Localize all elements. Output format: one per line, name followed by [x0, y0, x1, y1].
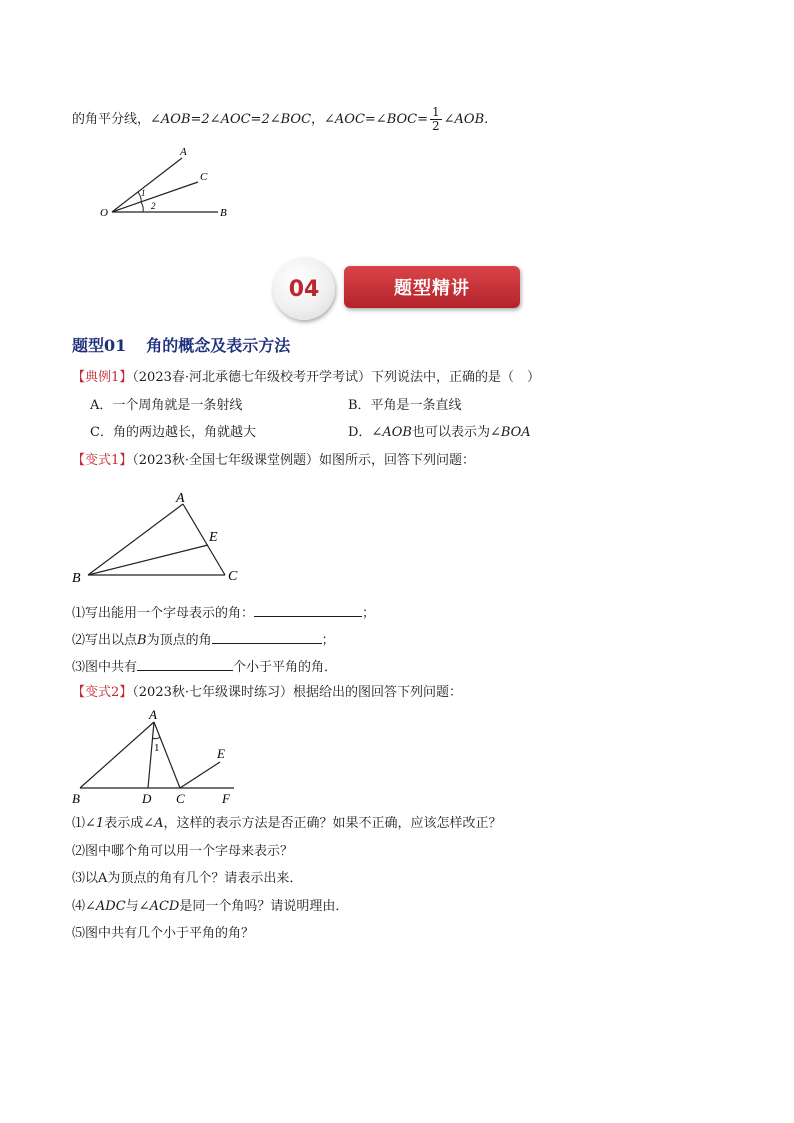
figure-triangle-abc [66, 486, 256, 586]
frac-numerator: 1 [432, 105, 440, 119]
v2-q1-m2: ∠A [143, 816, 164, 831]
segment-be [88, 545, 208, 575]
label-o: O [100, 207, 108, 219]
banner-title: 题型精讲 [394, 278, 470, 299]
label-angle-1: 1 [141, 188, 146, 198]
example1-source: （2023春·河北承德七年级校考开学考试）下列说法中，正确的是（ ） [132, 370, 540, 385]
v2-q4-post: 是同一个角吗？请说明理由． [179, 899, 349, 914]
banner-number: 04 [288, 276, 320, 302]
arc-angle-2 [141, 202, 143, 212]
v2-q1-pre: ⑴ [72, 816, 86, 831]
variant1-q2 [72, 631, 335, 650]
v1-q1-end: ； [362, 606, 376, 621]
option-d-prefix: D． [348, 425, 372, 440]
label-c: C [200, 171, 208, 183]
v2-q1-post: ，这样的表示方法是否正确？如果不正确，应该怎样改正？ [163, 816, 502, 831]
intro-equals: = [417, 112, 429, 127]
v2-q4-m2: ∠ACD [138, 899, 180, 914]
v1-q3-pre: ⑶图中共有 [72, 660, 138, 675]
v2-q4-mid: 与 [125, 899, 139, 914]
answer-blank-2[interactable] [212, 631, 322, 644]
variant2-q5: ⑸图中共有几个小于平角的角？ [72, 926, 255, 941]
v1-q2-end: ； [321, 633, 335, 648]
segment-ad [148, 722, 154, 788]
variant1-q1 [72, 604, 375, 623]
section-name: 角的概念及表示方法 [146, 336, 291, 355]
label-f: F [222, 791, 230, 806]
label-angle-1: 1 [154, 742, 160, 754]
variant1-stem [72, 452, 475, 470]
answer-blank-1[interactable] [254, 604, 362, 617]
label-c: C [176, 791, 185, 806]
variant1-tag: 【变式1】 [72, 453, 133, 468]
intro-eq3: ∠AOB [443, 112, 485, 127]
option-d-mid: 也可以表示为 [411, 425, 490, 440]
ray-ce [180, 762, 220, 788]
option-b: B．平角是一条直线 [348, 398, 462, 413]
frac-denominator: 2 [432, 119, 440, 133]
segment-ba [80, 722, 154, 788]
v1-q3-post: 个小于平角的角． [233, 660, 338, 675]
v1-q2-post: 为顶点的角 [146, 633, 212, 648]
label-angle-2: 2 [151, 201, 156, 211]
option-c: C．角的两边越长，角就越大 [90, 425, 256, 440]
variant1-source: （2023秋·全国七年级课堂例题）如图所示，回答下列问题： [132, 453, 475, 468]
option-d-math2: ∠BOA [489, 425, 531, 440]
figure-angle-bisector [90, 140, 250, 225]
segment-ba [88, 504, 183, 575]
variant2-stem [72, 684, 462, 702]
option-d-math1: ∠AOB [371, 425, 412, 440]
intro-prefix: 的角平分线， [72, 112, 151, 127]
variant2-source: （2023秋·七年级课时练习）根据给出的图回答下列问题： [132, 685, 462, 700]
ray-oa [112, 158, 182, 212]
fraction-one-half [430, 106, 442, 133]
label-b: B [220, 207, 227, 219]
example1-stem [72, 369, 540, 387]
section-code: 题型01 [72, 336, 127, 355]
segment-ac [183, 504, 225, 575]
label-e: E [209, 530, 218, 545]
v2-q4-m1: ∠ADC [85, 899, 126, 914]
v2-q4-pre: ⑷ [72, 899, 86, 914]
label-e: E [217, 746, 225, 761]
label-b: B [72, 791, 80, 806]
variant2-q2: ⑵图中哪个角可以用一个字母来表示？ [72, 844, 294, 859]
intro-comma: ， [311, 112, 325, 127]
variant2-tag: 【变式2】 [72, 685, 133, 700]
intro-eq1: ∠AOB=2∠AOC=2∠BOC [150, 112, 312, 127]
segment-ac [154, 722, 180, 788]
section-banner-bar [344, 266, 520, 308]
figure-triangle-abc-ray [66, 704, 246, 808]
v1-q1-text: ⑴写出能用一个字母表示的角： [72, 606, 255, 621]
v2-q1-m1: ∠1 [85, 816, 105, 831]
intro-period: . [484, 112, 489, 127]
label-a: A [180, 146, 187, 158]
answer-blank-3[interactable] [137, 658, 233, 671]
label-d: D [142, 791, 152, 806]
label-a: A [149, 707, 157, 722]
section-title [72, 333, 290, 356]
label-a: A [176, 491, 185, 506]
v1-q2-pre: ⑵写出以点 [72, 633, 138, 648]
variant1-q3 [72, 658, 337, 677]
variant2-q4 [72, 898, 348, 916]
option-a: A．一个周角就是一条射线 [90, 398, 243, 413]
option-d [348, 424, 531, 442]
v2-q1-mid: 表示成 [104, 816, 144, 831]
example1-tag: 【典例1】 [72, 370, 133, 385]
v1-q2-point: B [137, 633, 147, 648]
intro-line [72, 106, 488, 133]
intro-eq2: ∠AOC=∠BOC [324, 112, 418, 127]
label-b: B [72, 571, 81, 586]
variant2-q3: ⑶以A为顶点的角有几个？请表示出来． [72, 871, 303, 886]
variant2-q1 [72, 815, 502, 833]
label-c: C [228, 569, 238, 584]
